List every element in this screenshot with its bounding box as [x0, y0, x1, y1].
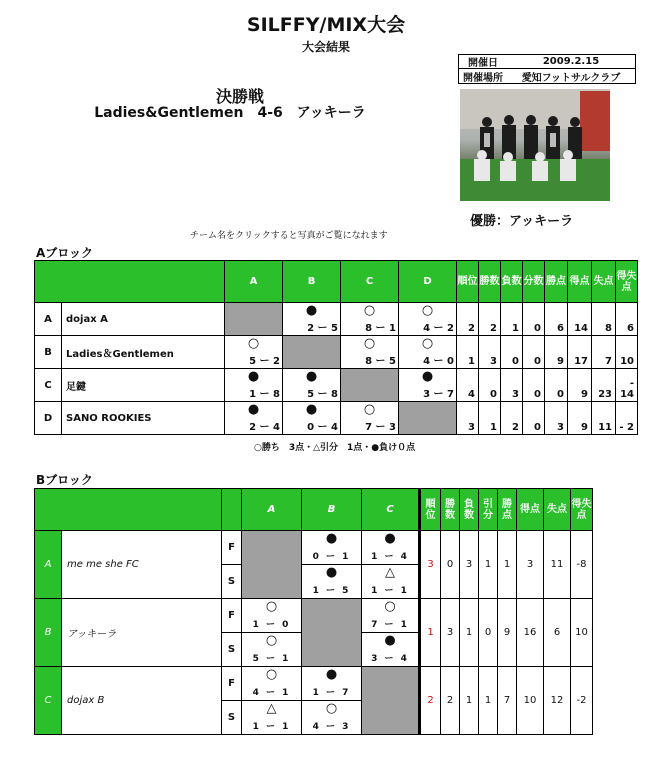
block-a-stat-cell: 3 [457, 402, 479, 435]
match-result-mark: ○ [325, 701, 338, 716]
block-a-match-cell [283, 369, 341, 402]
block-a-stat-cell: 2 [457, 303, 479, 336]
match-result-mark: ● [384, 633, 396, 648]
block-a-row-label: A [35, 303, 62, 336]
block-a-stat-header: 分数 [523, 261, 545, 303]
match-score: 1 ー 1 [252, 722, 291, 732]
block-a-stat-cell: 0 [479, 369, 501, 402]
block-a-stat-cell: 0 [545, 369, 568, 402]
match-result-mark: ○ [384, 599, 396, 614]
block-b-row [35, 531, 593, 565]
block-b-stat-cell: 0 [441, 531, 460, 599]
block-b-stat-cell: 1 [498, 531, 517, 599]
block-a-self-cell [399, 402, 457, 435]
match-result-mark: ● [325, 667, 338, 682]
venue-value: 愛知フットサルクラブ [521, 72, 621, 84]
page-title: SILFFY/MIX大会 [246, 14, 406, 36]
half-label: S [222, 565, 242, 599]
block-a-match-cell [341, 336, 399, 369]
match-result-mark: ● [247, 369, 260, 384]
match-score: 4 ー 0 [423, 356, 454, 367]
block-b-match-cell [362, 633, 420, 667]
block-b-corner [35, 489, 222, 531]
match-score: 4 ー 1 [252, 688, 291, 698]
block-b-stat-header: 失点 [544, 489, 571, 531]
block-b-stat-cell: 11 [544, 531, 571, 599]
block-b-match-cell [302, 565, 362, 599]
block-a-match-cell [225, 336, 283, 369]
match-score: 5 ー 1 [252, 654, 291, 664]
match-result-mark: ○ [363, 336, 376, 351]
block-b-stat-header: 順位 [420, 489, 441, 531]
block-a-stat-cell: 4 [457, 369, 479, 402]
block-a-stat-cell: 6 [545, 303, 568, 336]
block-a-match-cell [399, 336, 457, 369]
block-b-stat-cell: 9 [498, 599, 517, 667]
block-b-team-name[interactable]: アッキーラ [62, 599, 222, 667]
block-a-match-cell [399, 303, 457, 336]
match-score: 2 ー 4 [249, 422, 280, 433]
block-a-stat-cell: 0 [523, 336, 545, 369]
block-a-self-cell [341, 369, 399, 402]
block-b-stat-header: 引分 [479, 489, 498, 531]
match-result-mark: ○ [363, 402, 376, 417]
block-b-row [35, 667, 593, 701]
block-a-stat-cell: 1 [479, 402, 501, 435]
block-b-stat-cell: 3 [460, 531, 479, 599]
date-row [459, 55, 635, 69]
match-score: 3 ー 7 [423, 389, 454, 400]
block-b-stat-cell: 12 [544, 667, 571, 735]
match-score: 1 ー 5 [312, 586, 351, 596]
block-a-stat-cell: 14 [568, 303, 592, 336]
block-a-match-cell [399, 369, 457, 402]
block-a-stat-cell: - 2 [616, 402, 638, 435]
match-result-mark: ● [305, 303, 318, 318]
block-a-col-header: C [341, 261, 399, 303]
block-b-stat-cell: -8 [571, 531, 593, 599]
block-a-match-cell [283, 303, 341, 336]
block-a-stat-cell: 7 [592, 336, 616, 369]
block-b-match-cell [242, 701, 302, 735]
block-a-stat-cell: 0 [523, 369, 545, 402]
block-b-match-cell [302, 531, 362, 565]
block-a-row-label: D [35, 402, 62, 435]
block-a-stat-cell: 17 [568, 336, 592, 369]
block-a-stat-cell: 10 [616, 336, 638, 369]
block-b-stat-cell: 1 [460, 599, 479, 667]
block-a-stat-cell: - 14 [616, 369, 638, 402]
match-result-mark: ● [305, 402, 318, 417]
block-b-stat-header: 勝点 [498, 489, 517, 531]
half-label: F [222, 667, 242, 701]
final-label: 決勝戦 [215, 87, 264, 106]
block-b-row-label: B [35, 599, 62, 667]
match-result-mark: ○ [421, 336, 434, 351]
match-result-mark: △ [266, 701, 277, 716]
block-a-self-cell [283, 336, 341, 369]
match-score: 4 ー 3 [312, 722, 351, 732]
block-b-match-cell [302, 701, 362, 735]
block-a-team-name[interactable]: Ladies＆Gentlemen [62, 336, 225, 369]
block-b-stat-cell: 2 [441, 667, 460, 735]
final-result: Ladies&Gentlemen 4-6 アッキーラ [94, 105, 366, 121]
block-b-row-label: A [35, 531, 62, 599]
block-a-stat-cell: 9 [568, 402, 592, 435]
block-a-stat-header: 勝点 [545, 261, 568, 303]
block-b-stat-cell: 7 [498, 667, 517, 735]
match-score: 2 ー 5 [307, 323, 338, 334]
block-b-stat-cell: 1 [460, 667, 479, 735]
block-a-corner [35, 261, 225, 303]
block-a-heading: Aブロック [36, 246, 94, 260]
match-score: 8 ー 1 [365, 323, 396, 334]
block-b-stat-cell: -2 [571, 667, 593, 735]
block-a-row [35, 303, 638, 336]
block-a-stat-cell: 9 [568, 369, 592, 402]
block-b-fs-header [222, 489, 242, 531]
block-b-stat-header: 勝数 [441, 489, 460, 531]
block-b-match-cell [362, 531, 420, 565]
match-score: 1 ー 4 [371, 552, 409, 562]
block-a-row-label: B [35, 336, 62, 369]
match-score: 0 ー 4 [307, 422, 338, 433]
block-a-stat-cell: 6 [616, 303, 638, 336]
block-a-stat-header: 失点 [592, 261, 616, 303]
block-b-stat-cell: 1 [479, 667, 498, 735]
block-b-row-label: C [35, 667, 62, 735]
match-result-mark: ● [421, 369, 434, 384]
block-b-match-cell [362, 565, 420, 599]
half-label: F [222, 599, 242, 633]
match-result-mark: ● [305, 369, 318, 384]
match-result-mark: ○ [265, 599, 278, 614]
match-score: 1 ー 1 [371, 586, 409, 596]
champion-label: 優勝：アッキーラ [470, 214, 574, 229]
block-b-stat-cell: 3 [517, 531, 544, 599]
date-label: 開催日 [468, 58, 498, 69]
match-score: 1 ー 8 [249, 389, 280, 400]
block-a-match-cell [283, 402, 341, 435]
match-score: 1 ー 7 [312, 688, 351, 698]
block-a-stat-cell: 23 [592, 369, 616, 402]
photo-note: チーム名をクリックすると写真がご覧になれます [190, 231, 388, 241]
block-a-match-cell [341, 303, 399, 336]
page-subtitle: 大会結果 [301, 40, 350, 54]
block-a-team-name[interactable]: SANO ROOKIES [62, 402, 225, 435]
block-a-stat-header: 順位 [457, 261, 479, 303]
block-b-stat-cell: 2 [420, 667, 441, 735]
block-a-match-cell [225, 369, 283, 402]
match-score: 8 ー 5 [365, 356, 396, 367]
block-a-stat-cell: 1 [501, 303, 523, 336]
block-b-table [34, 488, 593, 735]
match-result-mark: ○ [247, 336, 260, 351]
block-b-team-name[interactable]: dojax B [62, 667, 222, 735]
half-label: S [222, 633, 242, 667]
venue-row [459, 69, 635, 83]
block-b-stat-cell: 0 [479, 599, 498, 667]
block-a-stat-header: 負数 [501, 261, 523, 303]
block-a-row [35, 402, 638, 435]
match-score: 7 ー 3 [365, 422, 396, 433]
block-a-stat-cell: 9 [545, 336, 568, 369]
match-score: 5 ー 2 [249, 356, 280, 367]
match-score: 1 ー 0 [252, 620, 291, 630]
venue-label: 開催場所 [463, 72, 503, 84]
match-result-mark: ○ [265, 633, 278, 648]
block-b-heading: Bブロック [36, 473, 93, 487]
block-a-stat-header: 勝数 [479, 261, 501, 303]
block-a-col-header: B [283, 261, 341, 303]
match-result-mark: △ [385, 565, 395, 580]
block-a-stat-cell: 1 [457, 336, 479, 369]
block-b-stat-cell: 3 [441, 599, 460, 667]
match-result-mark: ● [384, 531, 396, 546]
block-a-table [34, 260, 638, 435]
block-b-stat-cell: 3 [420, 531, 441, 599]
block-a-row [35, 369, 638, 402]
block-b-stat-cell: 1 [420, 599, 441, 667]
block-a-stat-cell: 8 [592, 303, 616, 336]
match-score: 4 ー 2 [423, 323, 454, 334]
block-b-match-cell [242, 633, 302, 667]
block-a-row-label: C [35, 369, 62, 402]
block-a-match-cell [225, 402, 283, 435]
block-b-match-cell [362, 599, 420, 633]
block-b-self-cell [242, 531, 302, 599]
block-a-stat-cell: 2 [479, 303, 501, 336]
block-b-match-cell [242, 599, 302, 633]
team-photo[interactable] [460, 89, 610, 201]
block-a-stat-cell: 0 [523, 303, 545, 336]
match-result-mark: ○ [421, 303, 434, 318]
block-b-stat-header: 負数 [460, 489, 479, 531]
block-a-stat-cell: 0 [501, 336, 523, 369]
block-a-col-header: A [225, 261, 283, 303]
match-score: 0 ー 1 [312, 552, 351, 562]
date-value: 2009.2.15 [542, 56, 600, 67]
block-b-col-header: A [242, 489, 302, 531]
block-a-self-cell [225, 303, 283, 336]
match-result-mark: ● [325, 565, 338, 580]
match-score: 7 ー 1 [371, 620, 409, 630]
block-b-stat-header: 得失点 [571, 489, 593, 531]
block-a-col-header: D [399, 261, 457, 303]
block-a-stat-cell: 3 [545, 402, 568, 435]
block-b-self-cell [302, 599, 362, 667]
block-b-team-name[interactable]: me me she FC [62, 531, 222, 599]
block-a-match-cell [341, 402, 399, 435]
block-a-stat-cell: 11 [592, 402, 616, 435]
match-score: 5 ー 8 [307, 389, 338, 400]
block-b-stat-header: 得点 [517, 489, 544, 531]
block-a-header-row [35, 261, 638, 303]
block-a-stat-header: 得失点 [616, 261, 638, 303]
team-photo-illustration [460, 89, 610, 201]
block-b-row [35, 599, 593, 633]
half-label: F [222, 531, 242, 565]
block-b-stat-cell: 16 [517, 599, 544, 667]
match-result-mark: ○ [363, 303, 376, 318]
block-b-col-header: C [362, 489, 420, 531]
block-b-stat-cell: 1 [479, 531, 498, 599]
block-b-col-header: B [302, 489, 362, 531]
block-b-stat-cell: 10 [517, 667, 544, 735]
block-a-team-name[interactable]: 足鍵 [62, 369, 225, 402]
block-a-stat-header: 得点 [568, 261, 592, 303]
match-result-mark: ● [247, 402, 260, 417]
block-a-stat-cell: 2 [501, 402, 523, 435]
block-a-stat-cell: 0 [523, 402, 545, 435]
block-b-match-cell [242, 667, 302, 701]
block-b-stat-cell: 10 [571, 599, 593, 667]
block-a-team-name[interactable]: dojax A [62, 303, 225, 336]
block-b-self-cell [362, 667, 420, 735]
block-a-stat-cell: 3 [501, 369, 523, 402]
block-a-stat-cell: 3 [479, 336, 501, 369]
half-label: S [222, 701, 242, 735]
block-a-row [35, 336, 638, 369]
block-b-stat-cell: 6 [544, 599, 571, 667]
block-b-header-row [35, 489, 593, 531]
event-info-box [458, 54, 636, 84]
block-b-match-cell [302, 667, 362, 701]
match-score: 3 ー 4 [371, 654, 409, 664]
match-result-mark: ○ [265, 667, 278, 682]
result-legend: ○勝ち 3点・△引分 1点・●負け０点 [254, 443, 416, 453]
match-result-mark: ● [325, 531, 338, 546]
